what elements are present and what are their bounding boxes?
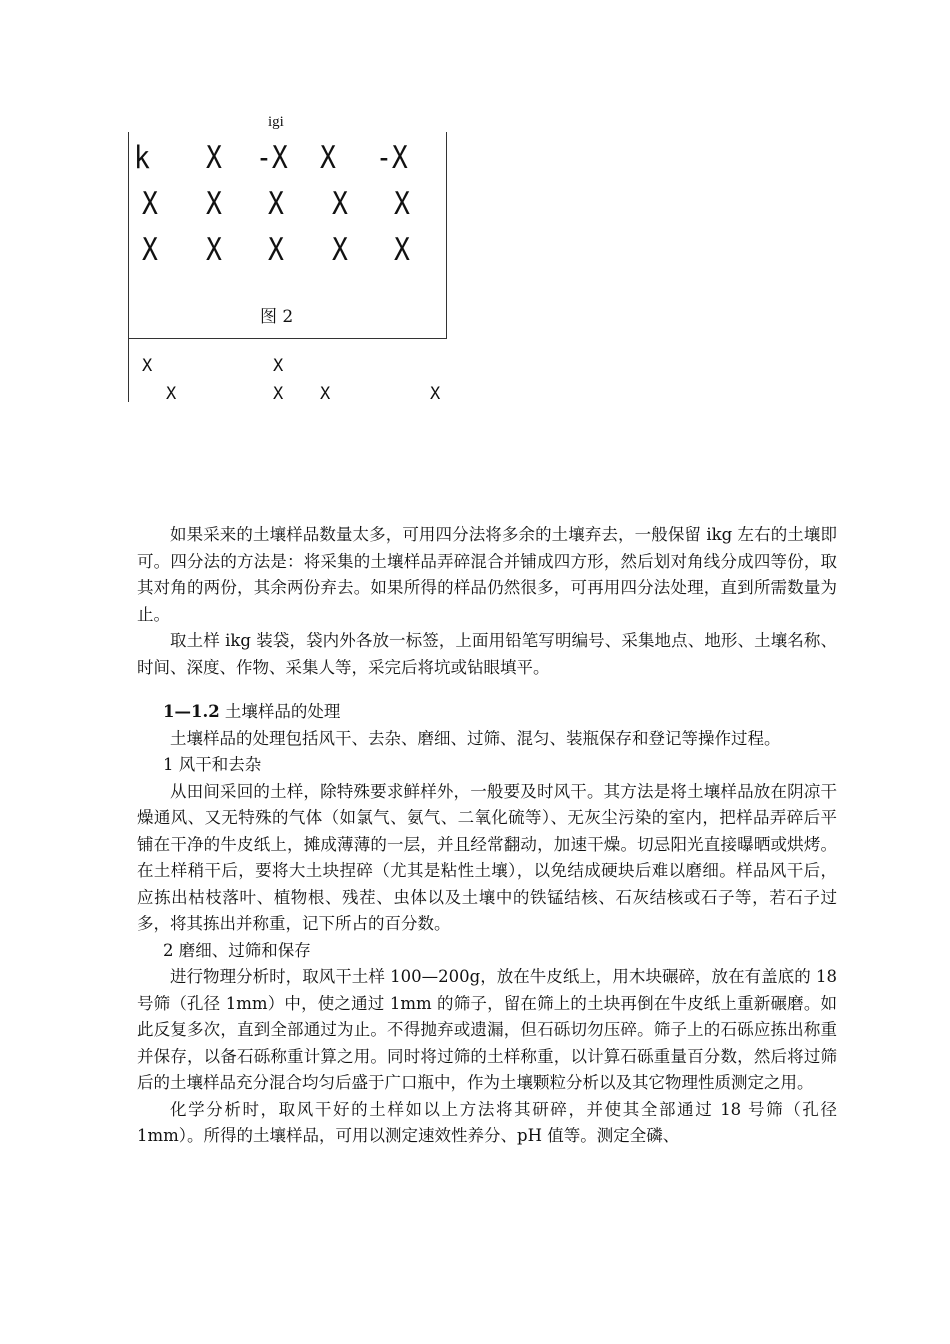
figure-cell: X (394, 186, 410, 222)
figure-cell: X (394, 232, 410, 268)
figure-cell: X (332, 232, 348, 268)
figure-lower-row-2 (128, 384, 448, 406)
section-title: 土壤样品的处理 (219, 702, 341, 721)
figure-lower-cell: X (273, 356, 284, 376)
figure-cell: X (320, 140, 336, 176)
paragraph-bagging: 取土样 ikg 装袋，袋内外各放一标签，上面用铅笔写明编号、采集地点、地形、土壤名称、时间、深度、作物、采集人等，采完后将坑或钻眼填平。 (137, 631, 837, 677)
figure-cell: X (206, 186, 222, 222)
figure-cell: X (268, 186, 284, 222)
document-body (137, 522, 837, 1150)
subheading-grinding: 2 磨细、过筛和保存 (163, 940, 311, 960)
figure-row-3 (128, 232, 448, 276)
figure-cell: X (206, 232, 222, 268)
figure-caption: 图 2 (260, 307, 294, 327)
paragraph-quartering: 如果采来的土壤样品数量太多，可用四分法将多余的土壤弃去，一般保留 ikg 左右的土壤即可。四分法的方法是：将采集的土壤样品弄碎混合并铺成四方形，然后划对角线分成四等份，取其对角的两份，其余两份弃去。如果所得的样品仍然很多，可再用四分法处理，直到所需数量为止。 (137, 525, 837, 624)
figure-top-label: igi (268, 114, 284, 130)
figure-lower-row-1 (128, 356, 448, 378)
figure-row-1 (128, 140, 448, 184)
figure-cell: X (142, 186, 158, 222)
figure-cell: X (268, 232, 284, 268)
figure-cell: k (134, 140, 150, 176)
figure-row-2 (128, 186, 448, 230)
figure-lower-cell: X (430, 384, 441, 404)
figure-2 (128, 110, 458, 410)
paragraph-physical-analysis: 进行物理分析时，取风干土样 100—200g，放在牛皮纸上，用木块碾碎，放在有盖底的 18 号筛（孔径 1mm）中，使之通过 1mm 的筛子，留在筛上的土块再倒在牛皮纸上重新碾磨。如此反复多次，直到全部通过为止。不得抛弃或遗漏，但石砾切勿压碎。筛子上的石砾应拣出称重并保存，以备石砾称重计算之用。同时将过筛的土样称重，以计算石砾重量百分数，然后将过筛后的土壤样品充分混合均匀后盛于广口瓶中，作为土壤颗粒分析以及其它物理性质测定之用。 (137, 967, 837, 1092)
figure-cell: X (332, 186, 348, 222)
paragraph-processing-overview: 土壤样品的处理包括风干、去杂、磨细、过筛、混匀、装瓶保存和登记等操作过程。 (170, 728, 781, 748)
section-number: 1—1.2 (163, 702, 220, 721)
figure-cell: -X (376, 140, 408, 176)
figure-cell: X (206, 140, 222, 176)
figure-cell: -X (256, 140, 288, 176)
paragraph-chemical-analysis: 化学分析时，取风干好的土样如以上方法将其研碎，并使其全部通过 18 号筛（孔径 1mm）。所得的土壤样品，可用以测定速效性养分、pH 值等。测定全磷、 (137, 1099, 837, 1145)
figure-lower-cell: X (166, 384, 177, 404)
section-heading (137, 699, 837, 726)
figure-lower-cell: X (320, 384, 331, 404)
figure-lower-cell: X (273, 384, 284, 404)
figure-divider (128, 338, 447, 339)
paragraph-air-drying: 从田间采回的土样，除特殊要求鲜样外，一般要及时风干。其方法是将土壤样品放在阴凉干燥通风、又无特殊的气体（如氯气、氨气、二氧化硫等）、无灰尘污染的室内，把样品弄碎后平铺在干净的牛皮纸上，摊成薄薄的一层，并且经常翻动，加速干燥。切忌阳光直接曝晒或烘烤。在土样稍干后，要将大土块捏碎（尤其是粘性土壤），以免结成硬块后难以磨细。样品风干后，应拣出枯枝落叶、植物根、残茬、虫体以及土壤中的铁锰结核、石灰结核或石子等，若石子过多，将其拣出并称重，记下所占的百分数。 (137, 781, 837, 933)
figure-lower-cell: X (142, 356, 153, 376)
figure-cell: X (142, 232, 158, 268)
subheading-air-drying: 1 风干和去杂 (163, 755, 262, 774)
